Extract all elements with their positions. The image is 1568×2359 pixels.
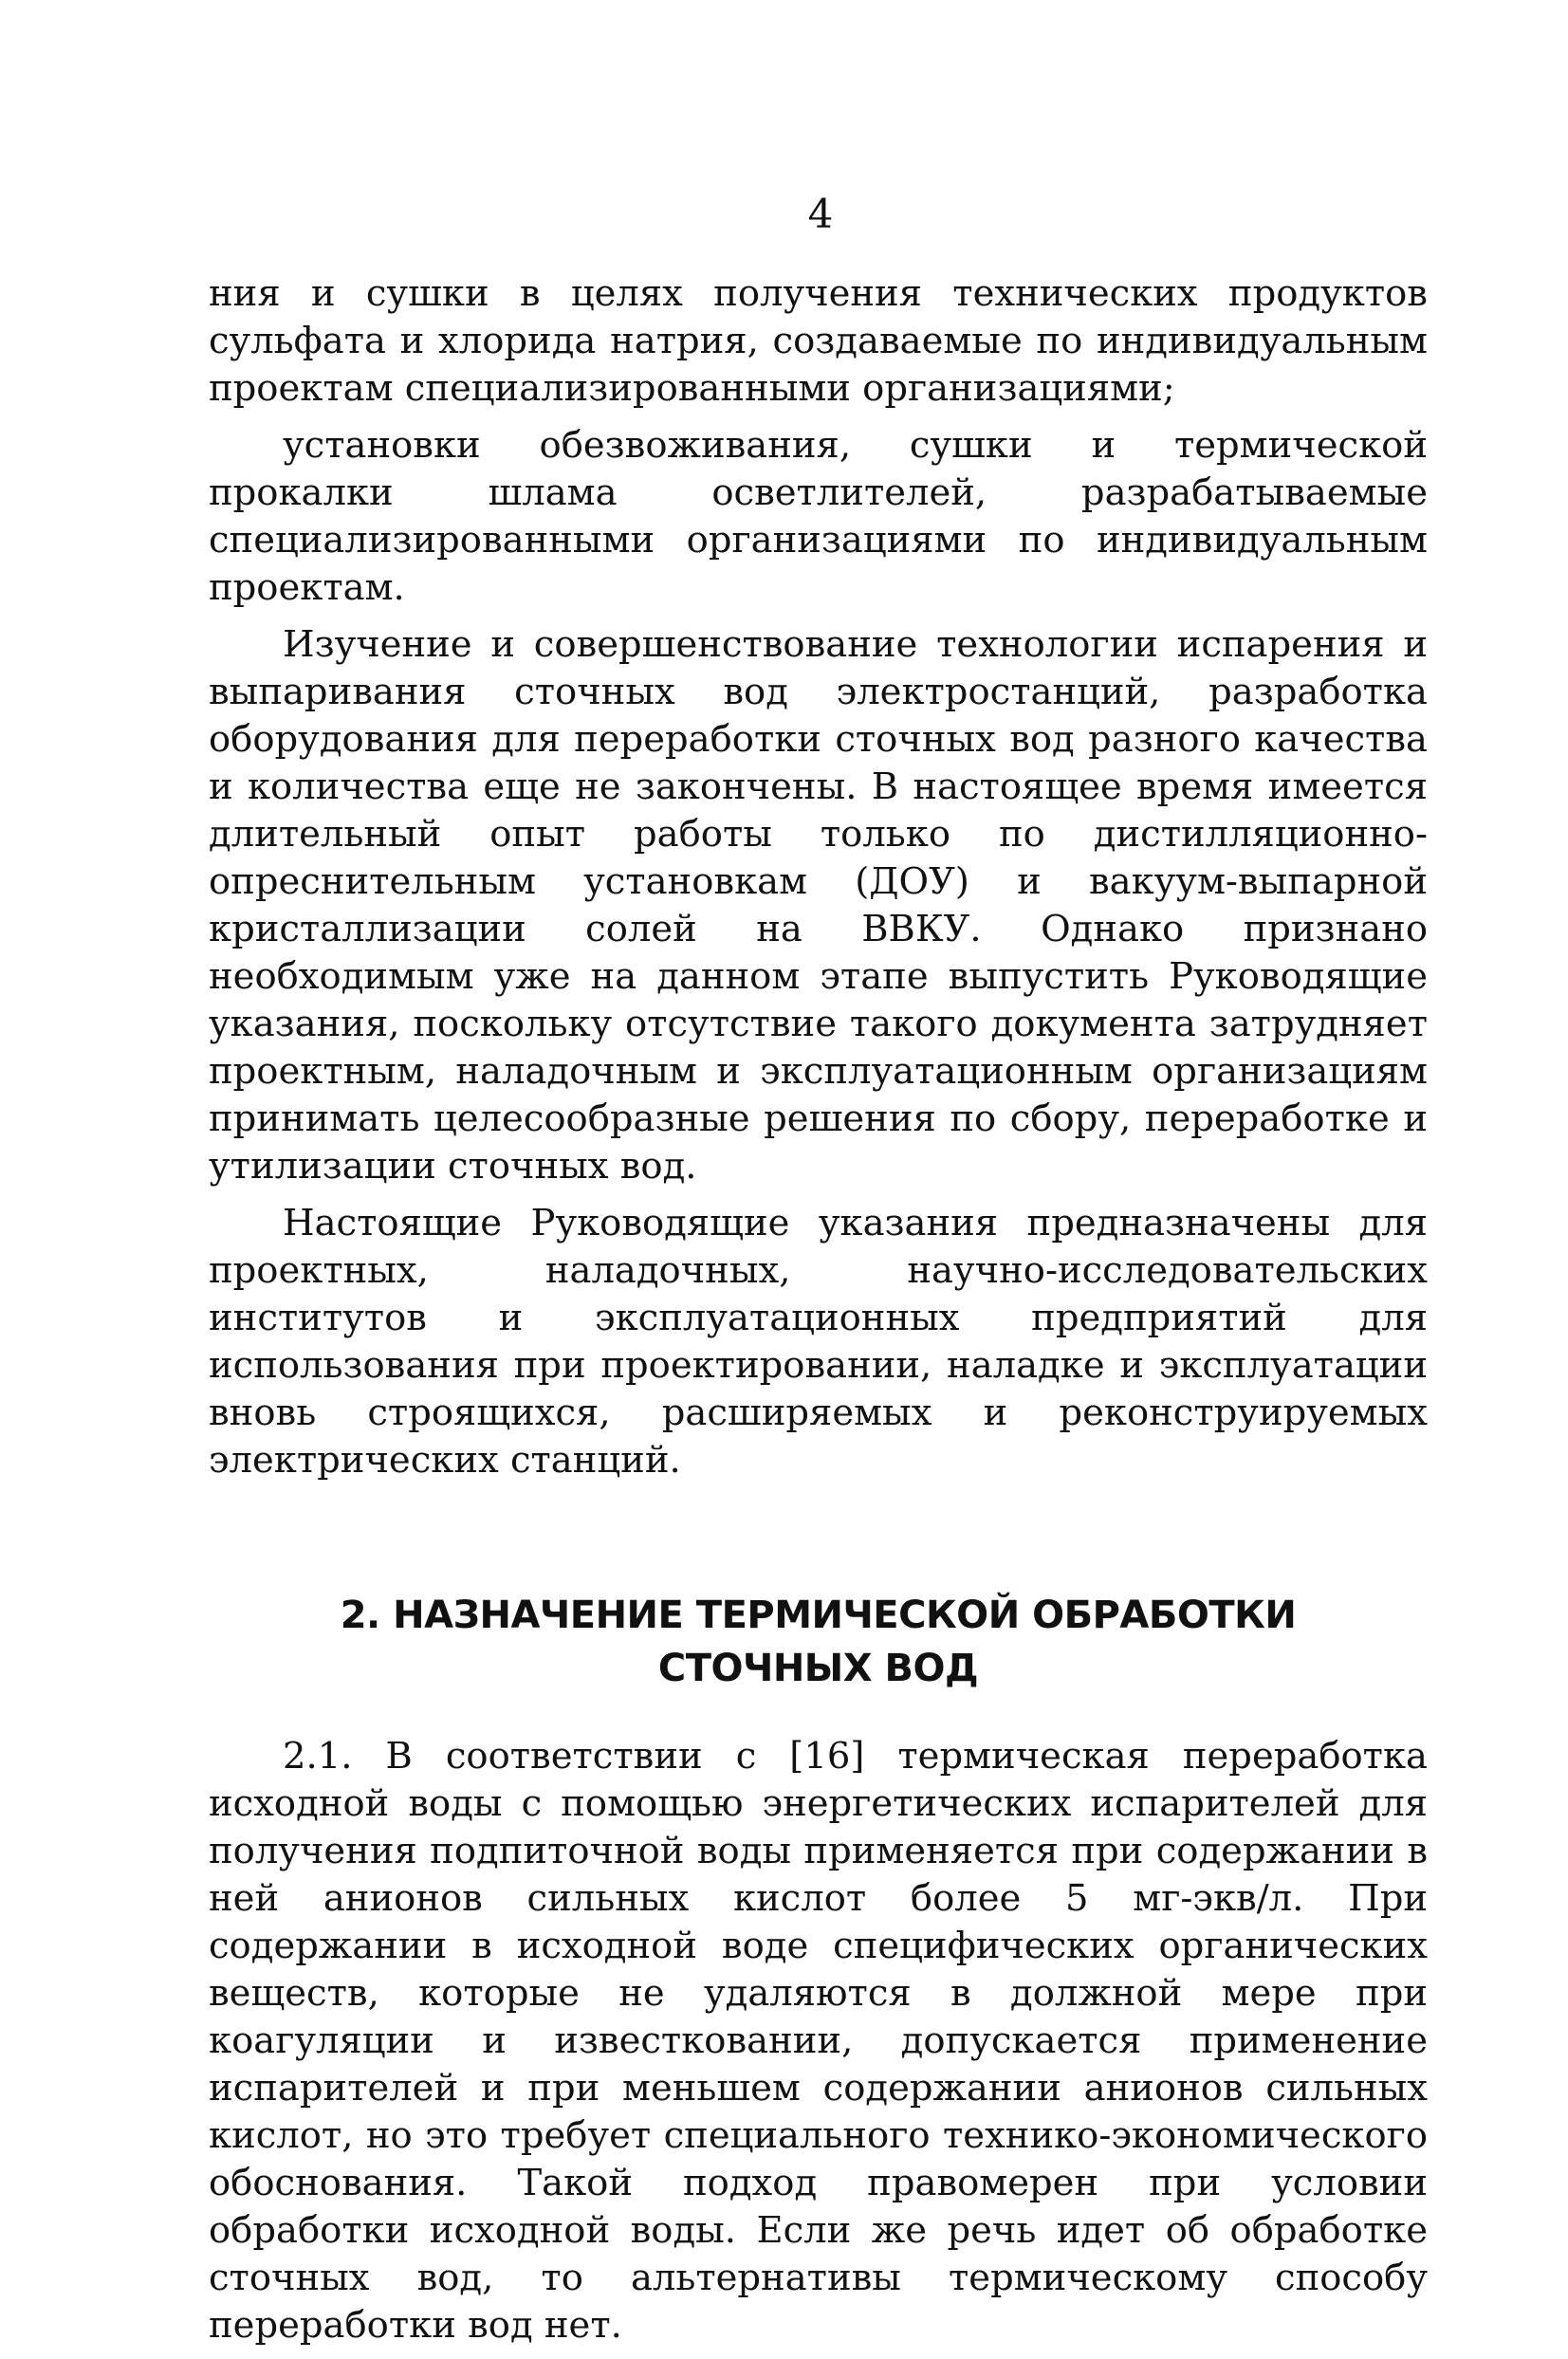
section-heading-line-2: СТОЧНЫХ ВОД — [657, 1647, 979, 1690]
paragraph-research-status: Изучение и совершенствование технологии испарения и выпаривания сточных вод электростанций, разработка оборудования для переработки сточных вод разного качества и количества еще не закончены. В настоящее время имеется длительный опыт работы только по дистилляционно-опреснительным установкам (ДОУ) и вакуум-выпарной кристаллизации солей на ВВКУ. Однако признано необходимым уже на данном этапе выпустить Руководящие указания, поскольку отсутствие такого документа затрудняет проектным, наладочным и эксплуатационным организациям принимать целесообразные решения по сбору, переработке и утилизации сточных вод. — [209, 623, 1428, 1188]
paragraph-continuation: ния и сушки в целях получения технических продуктов сульфата и хлорида натрия, создаваемые по индивидуальным проектам специализированными организациями; — [209, 272, 1428, 410]
paragraph-2-1: 2.1. В соответствии с [16] термическая переработка исходной воды с помощью энергетических испарителей для получения подпиточной воды применяется при содержании в ней анионов сильных кислот более 5 мг-экв/л. При содержании в исходной воде специфических органических веществ, которые не удаляются в должной мере при коагуляции и известковании, допускается применение испарителей и при меньшем содержании анионов сильных кислот, но это требует специального технико-экономического обоснования. Такой подход правомерен при условии обработки исходной воды. Если же речь идет об обработке сточных вод, то альтернативы термическому способу переработки вод нет. — [209, 1735, 1428, 2347]
page-number: 4 — [807, 191, 834, 237]
document-body — [209, 270, 1428, 2359]
paragraph-sludge-installations: установки обезвоживания, сушки и термической прокалки шлама осветлителей, разрабатываемые специализированными организациями по индивидуальным проектам. — [209, 424, 1428, 609]
paragraph-purpose: Настоящие Руководящие указания предназначены для проектных, наладочных, научно-исследовательских институтов и эксплуатационных предприятий для использования при проектировании, наладке и эксплуатации вновь строящихся, расширяемых и реконструируемых электрических станций. — [209, 1202, 1428, 1482]
section-heading-line-1: 2. НАЗНАЧЕНИЕ ТЕРМИЧЕСКОЙ ОБРАБОТКИ — [340, 1594, 1297, 1637]
section-heading — [209, 1589, 1428, 1695]
